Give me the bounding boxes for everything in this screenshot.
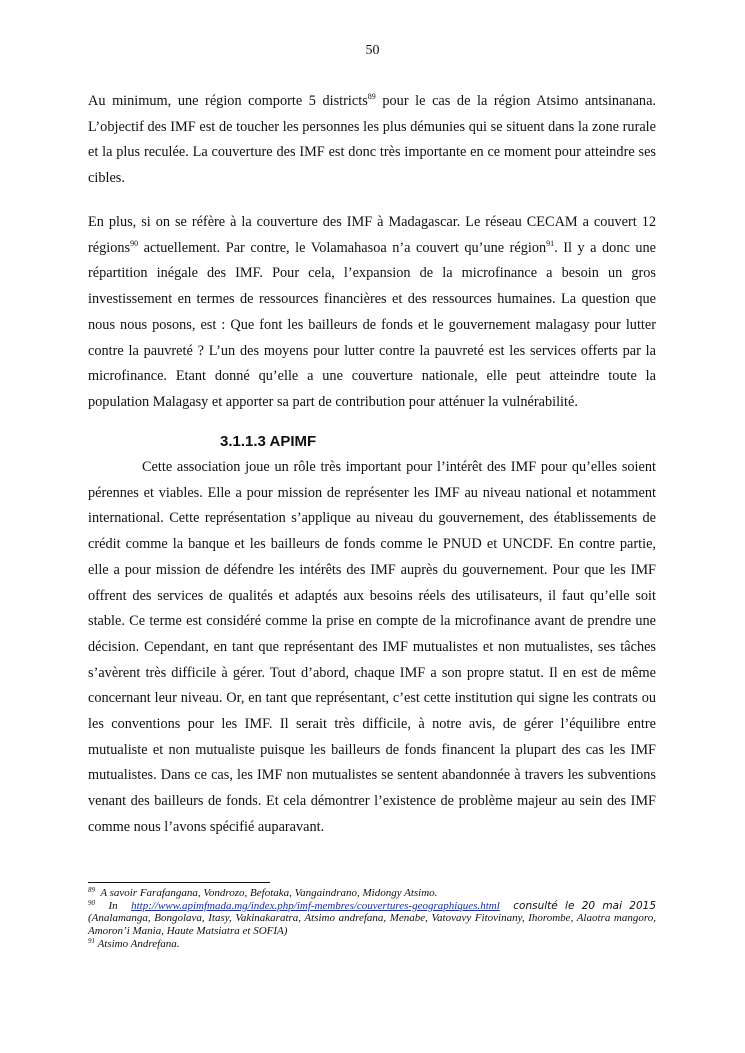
footnote-text: (Analamanga, Bongolava, Itasy, Vakinakaratra, Atsimo andrefana, Menabe, Vatovavy Fitovinany, Ihorombe, Alaotra mangoro, Amoron’i Mania, Haute Matsiatra et SOFIA) xyxy=(88,912,656,938)
paragraph-text: . Il y a donc une répartition inégale des IMF. Pour cela, l’expansion de la microfinance a besoin un gros investissement en termes de ressources financières et des ressources humaines. La question que nous nous posons, est : Que font les bailleurs de fonds et le gouvernement malagasy pour lutter contre la pauvreté ? L’un des moyens pour lutter contre la pauvreté est les services offerts par la microfinance. Etant donné qu’elle a une couverture nationale, elle peut atteindre toute la population Malagasy et apporter sa part de contribution pour atténuer la vulnérabilité. xyxy=(88,239,656,410)
footnote-link[interactable]: http://www.apimfmada.mg/index.php/imf-membres/couvertures-geographiques.html xyxy=(131,899,500,912)
paragraph-text: actuellement. Par contre, le Volamahasoa n’a couvert qu’une région xyxy=(138,239,547,256)
paragraph-text: En plus, si on se réfère à la couverture des IMF à Madagascar. Le réseau CECAM a couvert 12 régions xyxy=(88,214,656,256)
footnote-number: 90 xyxy=(88,898,95,907)
footnote-text: Atsimo Andrefana. xyxy=(97,937,180,950)
footnote-text: A savoir Farafangana, Vondrozo, Befotaka, Vangaindrano, Midongy Atsimo. xyxy=(100,887,438,899)
paragraph-text: Au minimum, une région comporte 5 districts xyxy=(88,93,368,109)
footnote-ref-91[interactable]: 91 xyxy=(546,238,555,248)
footnote-number: 91 xyxy=(88,936,95,945)
paragraph-regions xyxy=(88,89,656,192)
footnote-ref-90[interactable]: 90 xyxy=(130,238,139,248)
section-heading: 3.1.1.3 APIMF xyxy=(220,433,317,450)
footnote-consult-date: consulté le 20 mai 2015 xyxy=(513,899,657,912)
paragraph-text: Cette association joue un rôle très important pour l’intérêt des IMF pour qu’elles soient pérennes et viables. Elle a pour mission de représenter les IMF au niveau national et notamment international. Cette représentation s’applique au niveau du gouvernement, des établissements de crédit comme la banque et les bailleurs de fonds comme le PNUD et UNCDF. En contre partie, elle a pour mission de défendre les intérêts des IMF auprès du gouvernement. Pour que les IMF offrent des services de qualités et adaptés aux besoins réels des utilisateurs, il faut qu’elle soit stable. Ce terme est considéré comme la prise en compte de la microfinance avant de prendre une décision. Cependant, en tant que représentant des IMF mutualistes et non mutualistes, ses tâches s’avèrent très difficile à gérer. Tout d’abord, chaque IMF a son propre statut. Il en est de même concernant leur niveau. Or, en tant que représentant, c’est cette institution qui signe les contrats ou les conventions pour les IMF. Il serait très difficile, à notre avis, de gérer l’équilibre entre mutualiste et non mutualiste puisque les bailleurs de fonds financent la plupart des cas les IMF mutualistes. Dans ce cas, les IMF non mutualistes se sentent abandonnée à travers les subventions venant des bailleurs de fonds. Et cela démontrer l’existence de problème majeur au sein des IMF comme nous l’avons spécifié auparavant. xyxy=(88,459,656,835)
page-number: 50 xyxy=(365,43,380,58)
paragraph-coverage xyxy=(88,210,656,416)
footnote-90 xyxy=(88,900,656,938)
paragraph-apimf xyxy=(88,455,656,841)
footnote-separator xyxy=(88,882,270,883)
footnote-prefix: In xyxy=(108,899,118,912)
footnote-89 xyxy=(88,887,656,900)
footnote-ref-89[interactable]: 89 xyxy=(367,92,376,101)
footnote-91 xyxy=(88,938,656,951)
footnotes xyxy=(88,887,656,951)
paragraph-text: pour le cas de la région Atsimo antsinanana. L’objectif des IMF est de toucher les personnes les plus démunies qui se situent dans la zone rurale et la plus reculée. La couverture des IMF est donc très importante en ce moment pour atteindre ses cibles. xyxy=(88,93,656,187)
footnote-number: 89 xyxy=(88,886,95,894)
